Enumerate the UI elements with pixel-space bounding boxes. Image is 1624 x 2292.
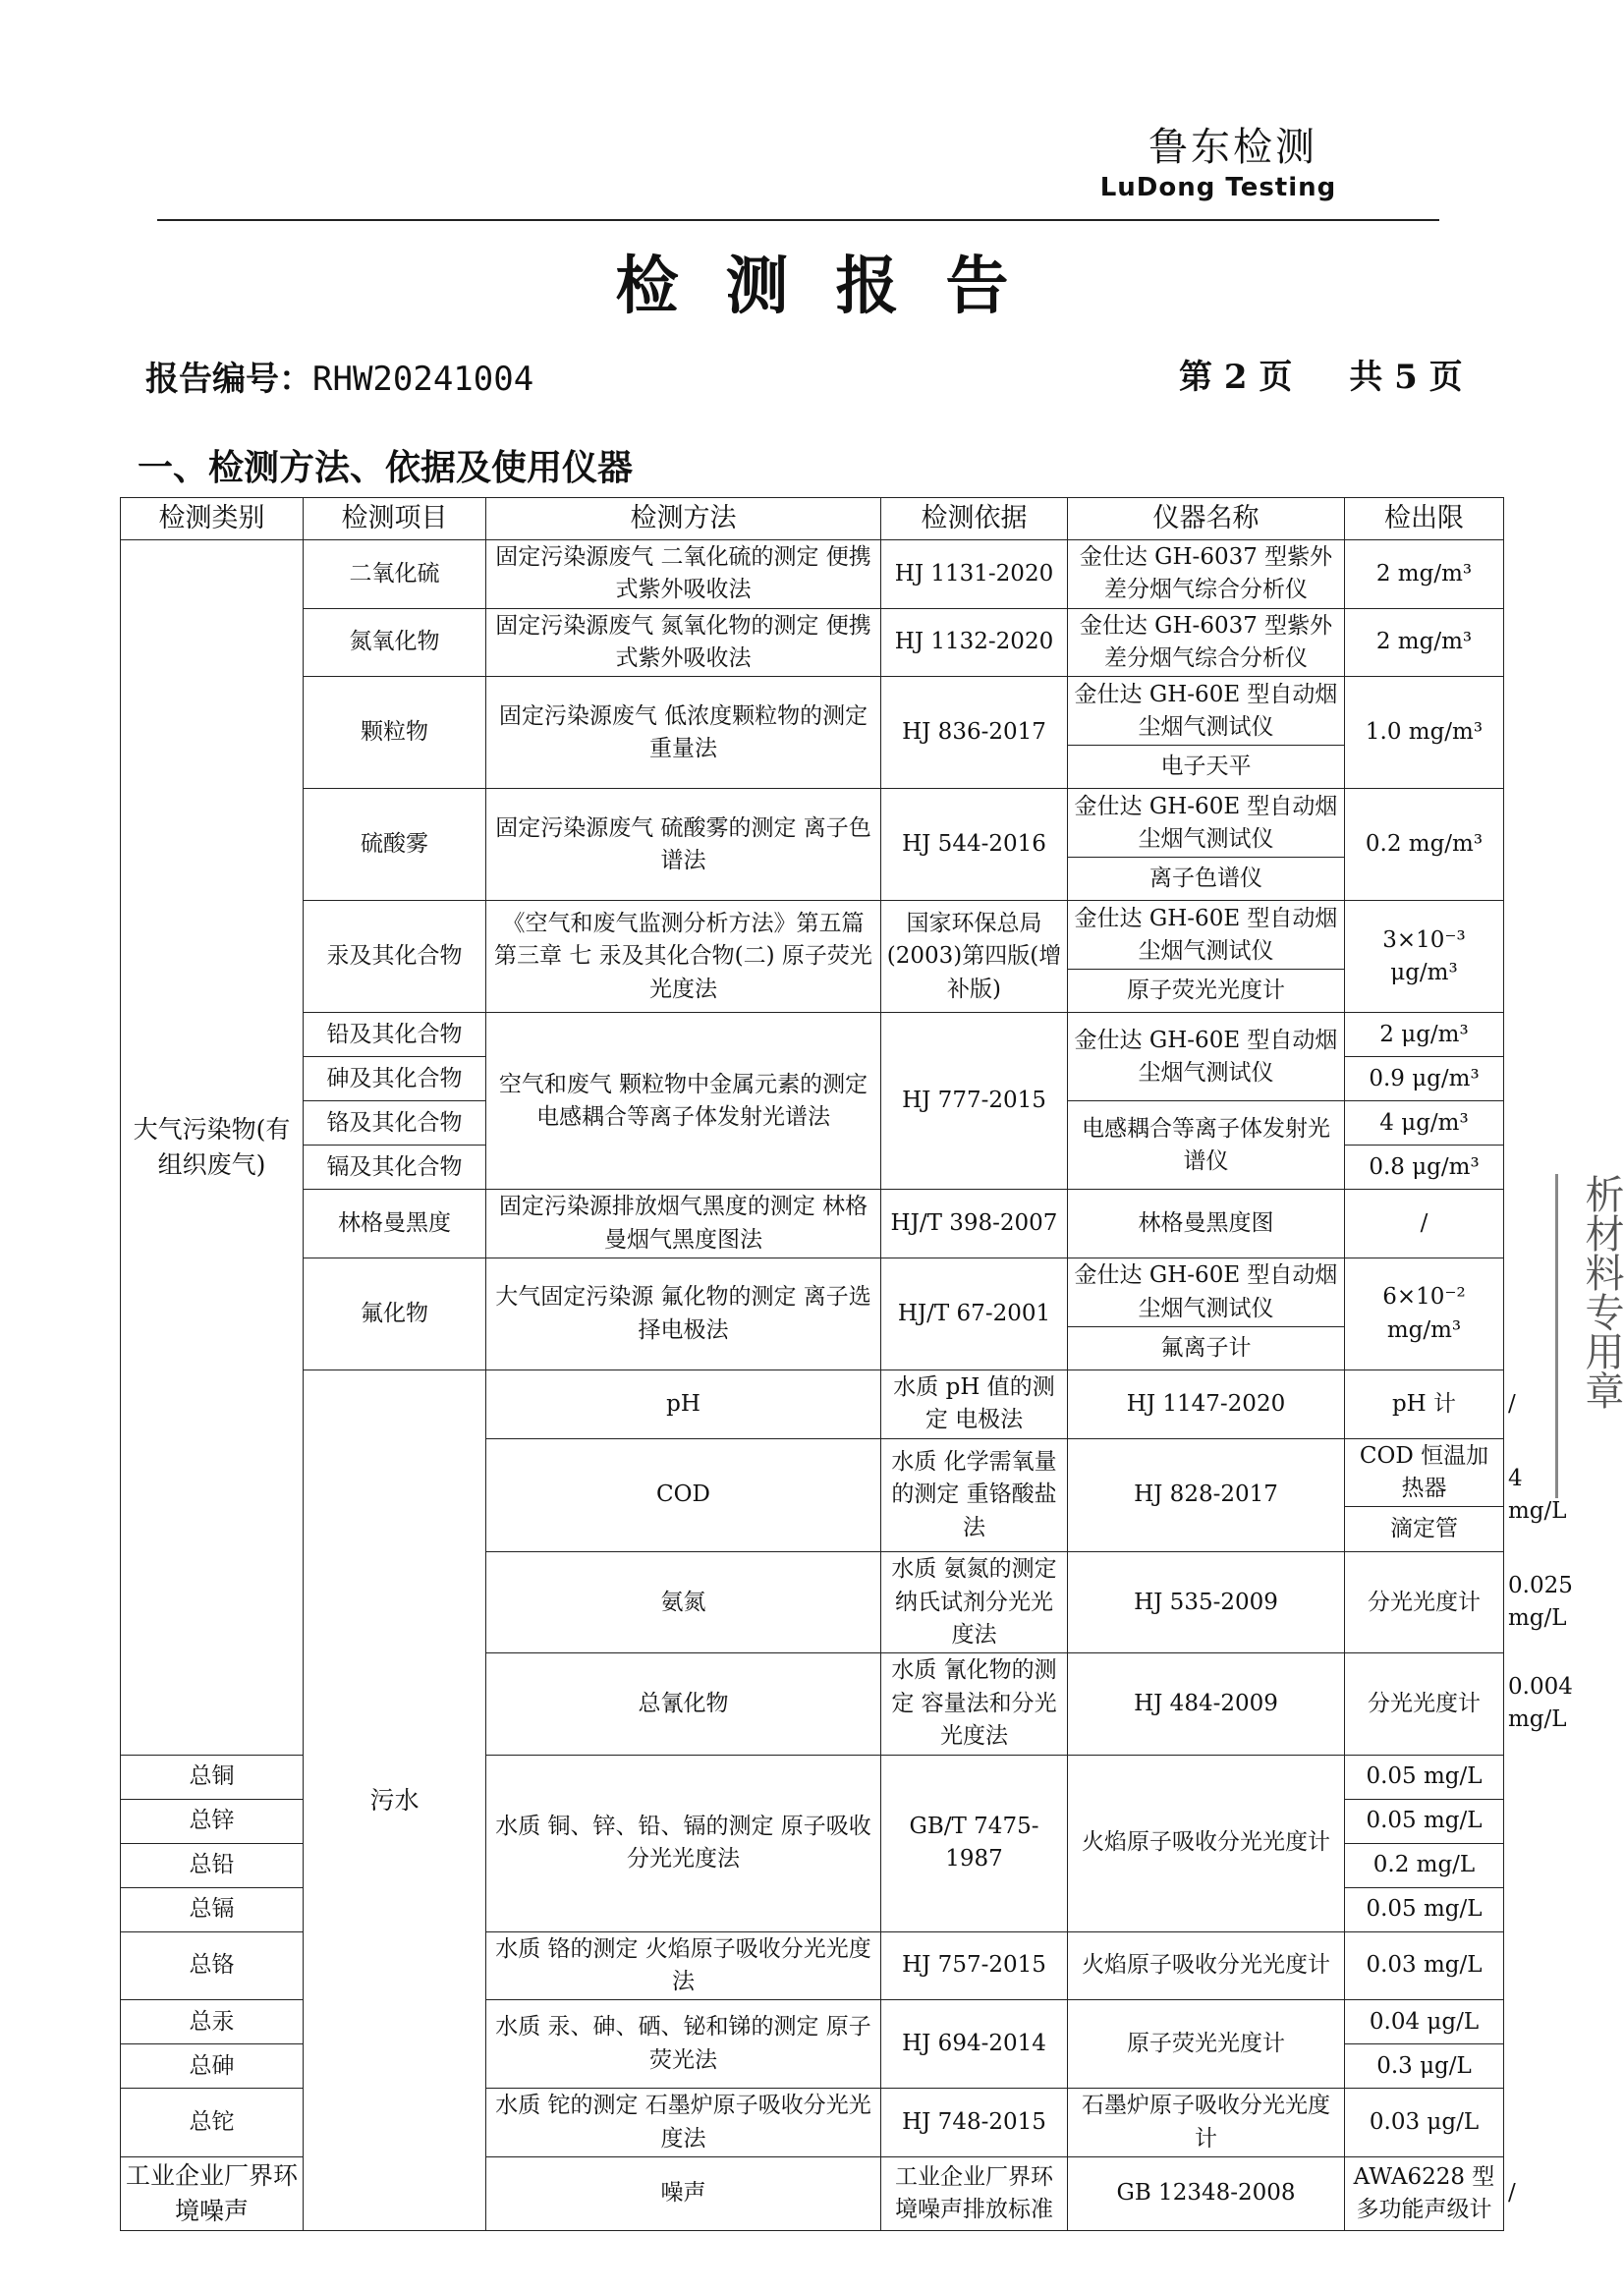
table-row: 总氰化物 水质 氰化物的测定 容量法和分光光度法 HJ 484-2009 分光光度计 0.004 mg/L [121, 1653, 1504, 1755]
logo-english: LuDong Testing [1099, 173, 1337, 202]
instrument-cell: 电感耦合等离子体发射光谱仪 [1068, 1101, 1345, 1190]
item-cell: 总铬 [121, 1931, 304, 2000]
item-cell: 总铅 [121, 1843, 304, 1887]
header-rule [157, 219, 1439, 221]
item-cell: 颗粒物 [304, 677, 486, 789]
item-cell: 总砷 [121, 2044, 304, 2089]
method-cell: 固定污染源废气 低浓度颗粒物的测定 重量法 [486, 677, 881, 789]
method-cell: 固定污染源废气 氮氧化物的测定 便携式紫外吸收法 [486, 608, 881, 677]
table-row [121, 1013, 1504, 1057]
instrument-cell: 金仕达 GH-60E 型自动烟尘烟气测试仪 [1068, 1013, 1345, 1101]
instrument-cell: 火焰原子吸收分光光度计 [1068, 1755, 1345, 1931]
instrument-cell: 原子荧光光度计 [1068, 970, 1345, 1013]
item-cell: 汞及其化合物 [304, 901, 486, 1013]
instrument-cell: 金仕达 GH-60E 型自动烟尘烟气测试仪 [1068, 789, 1345, 858]
category-noise: 工业企业厂界环境噪声 [121, 2156, 304, 2231]
method-cell: 水质 汞、砷、硒、铋和锑的测定 原子荧光法 [486, 2000, 881, 2089]
basis-cell: HJ 1147-2020 [1068, 1370, 1345, 1439]
limit-cell: 0.05 mg/L [1345, 1799, 1504, 1843]
limit-cell: 0.9 μg/m³ [1345, 1057, 1504, 1101]
method-cell: 水质 铊的测定 石墨炉原子吸收分光光度法 [486, 2089, 881, 2157]
basis-cell: HJ 535-2009 [1068, 1552, 1345, 1653]
item-cell: 硫酸雾 [304, 789, 486, 901]
method-cell: 《空气和废气监测分析方法》第五篇 第三章 七 汞及其化合物(二) 原子荧光光度法 [486, 901, 881, 1013]
limit-cell: 0.3 μg/L [1345, 2044, 1504, 2089]
item-cell: 总铜 [121, 1755, 304, 1799]
method-cell: 水质 铜、锌、铅、镉的测定 原子吸收分光光度法 [486, 1755, 881, 1931]
instrument-cell: 石墨炉原子吸收分光光度计 [1068, 2089, 1345, 2157]
header-instrument: 仪器名称 [1068, 498, 1345, 540]
basis-cell: GB/T 7475-1987 [881, 1755, 1068, 1931]
basis-cell: HJ 836-2017 [881, 677, 1068, 789]
basis-cell: HJ 1132-2020 [881, 608, 1068, 677]
method-cell: 固定污染源废气 硫酸雾的测定 离子色谱法 [486, 789, 881, 901]
instrument-cell: AWA6228 型多功能声级计 [1345, 2156, 1504, 2231]
method-cell: 工业企业厂界环境噪声排放标准 [881, 2156, 1068, 2231]
basis-cell: HJ 777-2015 [881, 1013, 1068, 1190]
basis-cell: HJ/T 67-2001 [881, 1258, 1068, 1370]
item-cell: 铬及其化合物 [304, 1101, 486, 1146]
instrument-cell: 金仕达 GH-6037 型紫外差分烟气综合分析仪 [1068, 540, 1345, 609]
table-header-row [121, 498, 1504, 540]
item-cell: 总镉 [121, 1887, 304, 1931]
header-limit: 检出限 [1345, 498, 1504, 540]
page-current: 第 2 页 [1179, 358, 1293, 397]
instrument-cell: 分光光度计 [1345, 1552, 1504, 1653]
item-cell: 总氰化物 [486, 1653, 881, 1755]
report-number-value: RHW20241004 [312, 360, 534, 399]
item-cell: 氨氮 [486, 1552, 881, 1653]
limit-cell: 1.0 mg/m³ [1345, 677, 1504, 789]
instrument-cell: 滴定管 [1345, 1507, 1504, 1552]
basis-cell: HJ 828-2017 [1068, 1438, 1345, 1552]
instrument-cell: 金仕达 GH-60E 型自动烟尘烟气测试仪 [1068, 901, 1345, 970]
instrument-cell: pH 计 [1345, 1370, 1504, 1439]
instrument-cell: 金仕达 GH-60E 型自动烟尘烟气测试仪 [1068, 1258, 1345, 1327]
item-cell: 镉及其化合物 [304, 1146, 486, 1190]
limit-cell: 0.04 μg/L [1345, 2000, 1504, 2044]
instrument-cell: 金仕达 GH-60E 型自动烟尘烟气测试仪 [1068, 677, 1345, 746]
limit-cell: 6×10⁻² mg/m³ [1345, 1258, 1504, 1370]
report-title: 检测报告 [615, 250, 1056, 323]
header-basis: 检测依据 [881, 498, 1068, 540]
method-cell: 大气固定污染源 氟化物的测定 离子选择电极法 [486, 1258, 881, 1370]
instrument-cell: COD 恒温加热器 [1345, 1438, 1504, 1507]
header-category: 检测类别 [121, 498, 304, 540]
category-water: 污水 [304, 1370, 486, 2231]
methods-table [120, 497, 1573, 2231]
basis-cell: HJ 694-2014 [881, 2000, 1068, 2089]
instrument-cell: 分光光度计 [1345, 1653, 1504, 1755]
limit-cell: 0.2 mg/L [1345, 1843, 1504, 1887]
item-cell: 总汞 [121, 2000, 304, 2044]
instrument-cell: 电子天平 [1068, 746, 1345, 789]
limit-cell: 0.03 mg/L [1345, 1931, 1504, 2000]
item-cell: 总铊 [121, 2089, 304, 2157]
item-cell: 砷及其化合物 [304, 1057, 486, 1101]
table-row [121, 677, 1504, 746]
table-row [121, 608, 1504, 677]
section-heading: 一、检测方法、依据及使用仪器 [138, 447, 634, 488]
report-number-label: 报告编号： [145, 360, 312, 399]
basis-cell: 国家环保总局(2003)第四版(增补版) [881, 901, 1068, 1013]
limit-cell: 3×10⁻³ μg/m³ [1345, 901, 1504, 1013]
table-row: 工业企业厂界环境噪声 噪声 工业企业厂界环境噪声排放标准 GB 12348-2008 AWA6228 型多功能声级计 / [121, 2156, 1504, 2231]
limit-cell: 4 μg/m³ [1345, 1101, 1504, 1146]
table-row: 氨氮 水质 氨氮的测定 纳氏试剂分光光度法 HJ 535-2009 分光光度计 0.025 mg/L [121, 1552, 1504, 1653]
table-row: COD 水质 化学需氧量的测定 重铬酸盐法 HJ 828-2017 COD 恒温加热器 4 mg/L [121, 1438, 1504, 1507]
seam-stamp: 析材料专用章 [1555, 1174, 1624, 1498]
instrument-cell: 离子色谱仪 [1068, 858, 1345, 901]
category-air: 大气污染物(有组织废气) [121, 540, 304, 1756]
table-row [121, 789, 1504, 858]
method-cell: 固定污染源废气 二氧化硫的测定 便携式紫外吸收法 [486, 540, 881, 609]
limit-cell: 0.8 μg/m³ [1345, 1146, 1504, 1190]
table-row [121, 1258, 1504, 1327]
basis-cell: HJ 544-2016 [881, 789, 1068, 901]
item-cell: 氟化物 [304, 1258, 486, 1370]
limit-cell: 2 mg/m³ [1345, 540, 1504, 609]
item-cell: 氮氧化物 [304, 608, 486, 677]
basis-cell: HJ 1131-2020 [881, 540, 1068, 609]
item-cell: 铅及其化合物 [304, 1013, 486, 1057]
logo-chinese: 鲁东检测 [1148, 125, 1317, 170]
instrument-cell: 金仕达 GH-6037 型紫外差分烟气综合分析仪 [1068, 608, 1345, 677]
report-number [145, 352, 533, 400]
header-method: 检测方法 [486, 498, 881, 540]
table-row [121, 1190, 1504, 1258]
limit-cell: 0.03 μg/L [1345, 2089, 1504, 2157]
header-item: 检测项目 [304, 498, 486, 540]
method-cell: 水质 氨氮的测定 纳氏试剂分光光度法 [881, 1552, 1068, 1653]
item-cell: pH [486, 1370, 881, 1439]
basis-cell: HJ 757-2015 [881, 1931, 1068, 2000]
limit-cell: 0.2 mg/m³ [1345, 789, 1504, 901]
method-cell: 水质 氰化物的测定 容量法和分光光度法 [881, 1653, 1068, 1755]
instrument-cell: 火焰原子吸收分光光度计 [1068, 1931, 1345, 2000]
basis-cell: GB 12348-2008 [1068, 2156, 1345, 2231]
limit-cell: 2 mg/m³ [1345, 608, 1504, 677]
method-cell: 水质 化学需氧量的测定 重铬酸盐法 [881, 1438, 1068, 1552]
item-cell: 噪声 [486, 2156, 881, 2231]
limit-cell: / [1345, 1190, 1504, 1258]
instrument-cell: 氟离子计 [1068, 1327, 1345, 1370]
instrument-cell: 林格曼黑度图 [1068, 1190, 1345, 1258]
limit-cell: 0.05 mg/L [1345, 1887, 1504, 1931]
page-total: 共 5 页 [1349, 358, 1463, 397]
table-row [121, 901, 1504, 970]
method-cell: 水质 pH 值的测定 电极法 [881, 1370, 1068, 1439]
page-info [1179, 350, 1463, 398]
item-cell: COD [486, 1438, 881, 1552]
method-cell: 水质 铬的测定 火焰原子吸收分光光度法 [486, 1931, 881, 2000]
limit-cell: 2 μg/m³ [1345, 1013, 1504, 1057]
method-cell: 空气和废气 颗粒物中金属元素的测定 电感耦合等离子体发射光谱法 [486, 1013, 881, 1190]
table-row: 污水 pH 水质 pH 值的测定 电极法 HJ 1147-2020 pH 计 / [121, 1370, 1504, 1439]
item-cell: 二氧化硫 [304, 540, 486, 609]
instrument-cell: 原子荧光光度计 [1068, 2000, 1345, 2089]
item-cell: 林格曼黑度 [304, 1190, 486, 1258]
item-cell: 总锌 [121, 1799, 304, 1843]
table-row [121, 540, 1504, 609]
basis-cell: HJ 748-2015 [881, 2089, 1068, 2157]
basis-cell: HJ 484-2009 [1068, 1653, 1345, 1755]
method-cell: 固定污染源排放烟气黑度的测定 林格曼烟气黑度图法 [486, 1190, 881, 1258]
limit-cell: 0.05 mg/L [1345, 1755, 1504, 1799]
basis-cell: HJ/T 398-2007 [881, 1190, 1068, 1258]
